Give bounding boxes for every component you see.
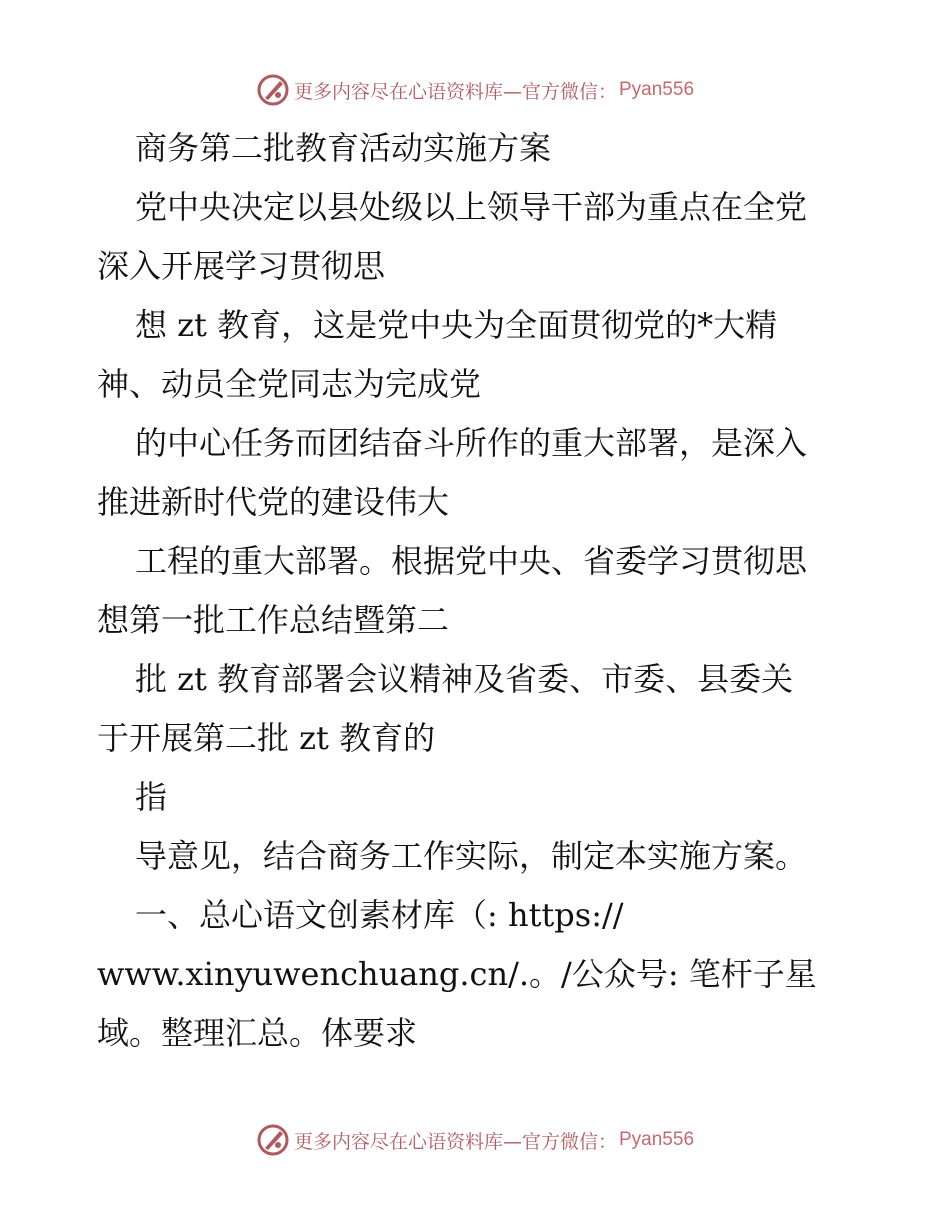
text-line: 工程的重大部署。根据党中央、省委学习贯彻思: [135, 542, 808, 580]
brand-logo-icon: [256, 1123, 290, 1157]
banner-text: 更多内容尽在心语资料库—官方微信：: [293, 80, 617, 103]
document-body: [97, 119, 867, 1063]
header-watermark-banner: [0, 70, 950, 110]
text-line: 导意见，结合商务工作实际，制定本实施方案。: [135, 837, 808, 875]
text-line: 深入开展学习贯彻思: [97, 247, 386, 285]
text-line: 于开展第二批 zt 教育的: [97, 719, 436, 757]
section-heading: 一、总心语文创素材库（: https://: [135, 896, 624, 934]
text-line: 神、动员全党同志为完成党: [97, 365, 482, 403]
text-line: 推进新时代党的建设伟大: [97, 483, 450, 521]
text-line: 党中央决定以县处级以上领导干部为重点在全党: [135, 188, 808, 226]
footer-watermark-banner: [0, 1120, 950, 1160]
banner-wechat-id: Pyan556: [619, 79, 695, 100]
text-line: 批 zt 教育部署会议精神及省委、市委、县委关: [135, 660, 794, 698]
text-line: 想 zt 教育，这是党中央为全面贯彻党的*大精: [135, 306, 778, 344]
text-line: 指: [135, 778, 168, 816]
text-line: 域。整理汇总。体要求: [97, 1014, 418, 1052]
banner-wechat-id: Pyan556: [619, 1129, 695, 1150]
brand-logo-icon: [256, 73, 290, 107]
document-title: 商务第二批教育活动实施方案: [135, 129, 552, 167]
text-line: www.xinyuwenchuang.cn/.。/公众号: 笔杆子星: [97, 955, 817, 993]
banner-text: 更多内容尽在心语资料库—官方微信：: [293, 1130, 617, 1153]
text-line: 的中心任务而团结奋斗所作的重大部署，是深入: [135, 424, 808, 462]
text-line: 想第一批工作总结暨第二: [97, 601, 450, 639]
